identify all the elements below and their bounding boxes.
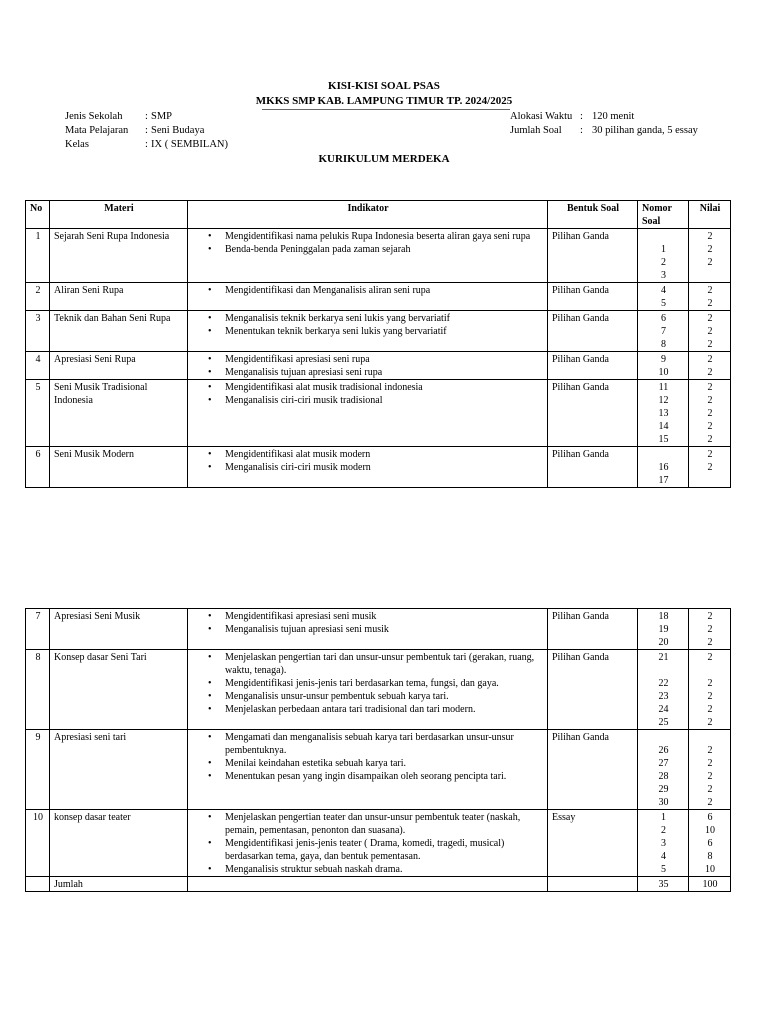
info-value: 120 menit	[592, 111, 635, 122]
nomor-soal-value: 12	[658, 395, 669, 406]
nilai-value: 2	[707, 408, 713, 419]
nilai-value: 2	[707, 434, 713, 445]
row-nilai	[689, 229, 731, 283]
nomor-soal-value: 1	[661, 812, 666, 823]
row-number: 2	[26, 283, 50, 311]
nilai-value: 2	[707, 717, 713, 728]
info-separator: :	[145, 139, 148, 150]
indikator-list	[192, 811, 544, 876]
nomor-soal-value: 30	[658, 797, 669, 808]
row-nilai	[689, 730, 731, 810]
row-bentuk-soal: Pilihan Ganda	[548, 650, 638, 730]
row-nomor-soal	[638, 730, 689, 810]
nilai-value: 2	[707, 339, 713, 350]
nomor-soal-value: 8	[661, 339, 666, 350]
nomor-soal-value: 6	[661, 313, 666, 324]
nomor-soal-value: 3	[661, 838, 666, 849]
indikator-item: • Mengidentifikasi jenis-jenis teater ( Drama, komedi, tragedi, musical) berdasarkan tema, gaya, dan bentuk pementasan.	[225, 837, 544, 863]
table-row	[26, 283, 731, 311]
nomor-soal-value	[642, 731, 685, 744]
row-materi: Teknik dan Bahan Seni Rupa	[50, 311, 188, 352]
header-bentuk-soal: Bentuk Soal	[548, 201, 638, 229]
info-value: IX ( SEMBILAN)	[151, 139, 228, 150]
info-separator: :	[580, 125, 583, 136]
row-nilai	[689, 609, 731, 650]
total-empty-cell	[188, 877, 548, 892]
nilai-value: 2	[707, 758, 713, 769]
row-nomor-soal	[638, 352, 689, 380]
kisi-kisi-table-part-1	[25, 200, 731, 488]
row-bentuk-soal: Essay	[548, 810, 638, 877]
total-row	[26, 877, 731, 892]
indikator-item: • Menjelaskan perbedaan antara tari tradisional dan tari modern.	[225, 703, 544, 716]
nomor-soal-value	[642, 664, 685, 677]
row-indikator	[188, 810, 548, 877]
nilai-value: 10	[705, 864, 715, 875]
title-underline	[262, 109, 510, 110]
row-nilai	[689, 810, 731, 877]
nilai-value: 2	[707, 691, 713, 702]
row-number: 9	[26, 730, 50, 810]
indikator-list	[192, 230, 544, 256]
indikator-item: • Menganalisis struktur sebuah naskah drama.	[225, 863, 544, 876]
header-materi: Materi	[50, 201, 188, 229]
nomor-soal-value: 20	[658, 637, 669, 648]
info-label: Mata Pelajaran	[65, 125, 129, 136]
row-indikator	[188, 311, 548, 352]
header-nilai: Nilai	[689, 201, 731, 229]
row-nilai	[689, 650, 731, 730]
nomor-soal-value: 29	[658, 784, 669, 795]
indikator-list	[192, 731, 544, 783]
row-nilai	[689, 352, 731, 380]
nilai-value: 2	[707, 611, 713, 622]
indikator-item: • Menganalisis tujuan apresiasi seni rupa	[225, 366, 544, 379]
nomor-soal-value: 3	[661, 270, 666, 281]
indikator-item: • Menganalisis tujuan apresiasi seni musik	[225, 623, 544, 636]
row-materi: Apresiasi Seni Rupa	[50, 352, 188, 380]
indikator-item: • Mengidentifikasi nama pelukis Rupa Indonesia beserta aliran gaya seni rupa	[225, 230, 544, 243]
nilai-value: 2	[707, 652, 713, 663]
nilai-value: 2	[707, 678, 713, 689]
table-row	[26, 229, 731, 283]
header-nomor-soal: Nomor Soal	[638, 201, 689, 229]
nilai-value: 2	[707, 421, 713, 432]
indikator-item: • Mengidentifikasi dan Menganalisis aliran seni rupa	[225, 284, 544, 297]
nilai-value: 2	[707, 637, 713, 648]
nilai-value: 2	[707, 797, 713, 808]
indikator-item: • Menjelaskan pengertian teater dan unsur-unsur pembentuk teater (naskah, pemain, pementasan, penonton dan suasana).	[225, 811, 544, 837]
info-label: Jumlah Soal	[510, 125, 562, 136]
nomor-soal-value: 26	[658, 745, 669, 756]
nomor-soal-value: 17	[658, 475, 669, 486]
nomor-soal-value: 27	[658, 758, 669, 769]
exam-info	[510, 110, 698, 138]
nomor-soal-value: 10	[658, 367, 669, 378]
nilai-value: 2	[707, 298, 713, 309]
row-nomor-soal	[638, 447, 689, 488]
info-separator: :	[580, 111, 583, 122]
row-bentuk-soal: Pilihan Ganda	[548, 609, 638, 650]
indikator-item: • Menentukan pesan yang ingin disampaikan oleh seorang pencipta tari.	[225, 770, 544, 783]
indikator-list	[192, 312, 544, 338]
nomor-soal-value: 4	[661, 851, 666, 862]
nilai-value	[693, 731, 727, 744]
nomor-soal-value: 15	[658, 434, 669, 445]
nilai-value: 2	[707, 704, 713, 715]
nilai-value: 2	[707, 285, 713, 296]
row-nomor-soal	[638, 311, 689, 352]
indikator-item: • Mengidentifikasi jenis-jenis tari berdasarkan tema, fungsi, dan gaya.	[225, 677, 544, 690]
document-subtitle: MKKS SMP KAB. LAMPUNG TIMUR TP. 2024/2025	[255, 95, 513, 107]
kisi-kisi-table-part-2	[25, 608, 731, 892]
row-bentuk-soal: Pilihan Ganda	[548, 352, 638, 380]
info-row	[65, 124, 228, 138]
row-materi: Aliran Seni Rupa	[50, 283, 188, 311]
indikator-item: • Menilai keindahan estetika sebuah karya tari.	[225, 757, 544, 770]
indikator-item: • Menentukan teknik berkarya seni lukis yang bervariatif	[225, 325, 544, 338]
total-empty-cell	[548, 877, 638, 892]
row-indikator	[188, 380, 548, 447]
nomor-soal-value: 14	[658, 421, 669, 432]
nomor-soal-value: 19	[658, 624, 669, 635]
nilai-value	[693, 664, 727, 677]
nomor-soal-value: 13	[658, 408, 669, 419]
school-info	[65, 110, 228, 152]
nilai-value: 6	[707, 812, 713, 823]
table-row	[26, 730, 731, 810]
nomor-soal-value: 5	[661, 298, 666, 309]
info-row	[510, 124, 698, 138]
nilai-value: 8	[707, 851, 713, 862]
table-row	[26, 380, 731, 447]
header-no: No	[26, 201, 50, 229]
row-bentuk-soal: Pilihan Ganda	[548, 229, 638, 283]
row-number: 5	[26, 380, 50, 447]
info-value: 30 pilihan ganda, 5 essay	[592, 125, 698, 136]
nomor-soal-value: 11	[658, 382, 669, 393]
nomor-soal-value: 9	[661, 354, 666, 365]
indikator-item: • Menganalisis unsur-unsur pembentuk sebuah karya tari.	[225, 690, 544, 703]
row-materi: konsep dasar teater	[50, 810, 188, 877]
indikator-item: • Mengidentifikasi apresiasi seni musik	[225, 610, 544, 623]
info-label: Kelas	[65, 139, 89, 150]
nilai-value: 2	[707, 745, 713, 756]
indikator-list	[192, 353, 544, 379]
nomor-soal-value: 2	[661, 825, 666, 836]
row-nomor-soal	[638, 229, 689, 283]
nomor-soal-value: 4	[661, 285, 666, 296]
row-nilai	[689, 447, 731, 488]
row-indikator	[188, 283, 548, 311]
row-nomor-soal	[638, 283, 689, 311]
info-row	[65, 138, 228, 152]
indikator-item: • Mengidentifikasi alat musik tradisional indonesia	[225, 381, 544, 394]
row-bentuk-soal: Pilihan Ganda	[548, 380, 638, 447]
nomor-soal-value: 23	[658, 691, 669, 702]
nomor-soal-value: 5	[661, 864, 666, 875]
row-number: 6	[26, 447, 50, 488]
info-label: Jenis Sekolah	[65, 111, 123, 122]
nilai-value: 2	[707, 354, 713, 365]
row-indikator	[188, 352, 548, 380]
row-indikator	[188, 609, 548, 650]
info-value: Seni Budaya	[151, 125, 205, 136]
row-nomor-soal	[638, 650, 689, 730]
row-bentuk-soal: Pilihan Ganda	[548, 730, 638, 810]
indikator-item: • Mengamati dan menganalisis sebuah karya tari berdasarkan unsur-unsur pembentuknya.	[225, 731, 544, 757]
nilai-value: 2	[707, 244, 713, 255]
nomor-soal-value: 28	[658, 771, 669, 782]
row-number: 1	[26, 229, 50, 283]
nomor-soal-value	[642, 448, 685, 461]
nomor-soal-value: 21	[658, 652, 669, 663]
total-nilai: 100	[689, 877, 731, 892]
header-indikator: Indikator	[188, 201, 548, 229]
row-nilai	[689, 380, 731, 447]
row-materi: Seni Musik Tradisional Indonesia	[50, 380, 188, 447]
nomor-soal-value: 1	[661, 244, 666, 255]
table-row	[26, 352, 731, 380]
row-materi: Konsep dasar Seni Tari	[50, 650, 188, 730]
indikator-item: • Benda-benda Peninggalan pada zaman sejarah	[225, 243, 544, 256]
info-label: Alokasi Waktu	[510, 111, 573, 122]
row-materi: Sejarah Seni Rupa Indonesia	[50, 229, 188, 283]
total-empty-cell	[26, 877, 50, 892]
indikator-list	[192, 381, 544, 407]
row-number: 7	[26, 609, 50, 650]
indikator-item: • Menganalisis ciri-ciri musik modern	[225, 461, 544, 474]
indikator-item: • Menganalisis teknik berkarya seni lukis yang bervariatif	[225, 312, 544, 325]
nomor-soal-value: 7	[661, 326, 666, 337]
row-nomor-soal	[638, 380, 689, 447]
indikator-item: • Mengidentifikasi alat musik modern	[225, 448, 544, 461]
row-number: 10	[26, 810, 50, 877]
nilai-value: 6	[707, 838, 713, 849]
row-bentuk-soal: Pilihan Ganda	[548, 311, 638, 352]
table-row	[26, 810, 731, 877]
row-indikator	[188, 730, 548, 810]
info-value: SMP	[151, 111, 173, 122]
info-row	[65, 110, 228, 124]
table-row	[26, 650, 731, 730]
row-nomor-soal	[638, 810, 689, 877]
indikator-item: • Mengidentifikasi apresiasi seni rupa	[225, 353, 544, 366]
nomor-soal-value: 22	[658, 678, 669, 689]
table-row	[26, 447, 731, 488]
nilai-value: 2	[707, 382, 713, 393]
indikator-list	[192, 448, 544, 474]
nilai-value: 2	[707, 231, 713, 242]
row-nomor-soal	[638, 609, 689, 650]
row-indikator	[188, 229, 548, 283]
nilai-value: 2	[707, 326, 713, 337]
row-nilai	[689, 311, 731, 352]
row-number: 8	[26, 650, 50, 730]
nomor-soal-value: 25	[658, 717, 669, 728]
nilai-value: 2	[707, 784, 713, 795]
nilai-value: 2	[707, 257, 713, 268]
info-row	[510, 110, 698, 124]
total-label: Jumlah	[50, 877, 188, 892]
row-number: 4	[26, 352, 50, 380]
row-indikator	[188, 447, 548, 488]
row-materi: Apresiasi Seni Musik	[50, 609, 188, 650]
info-separator: :	[145, 125, 148, 136]
document-title: KISI-KISI SOAL PSAS	[328, 80, 440, 92]
nilai-value: 2	[707, 313, 713, 324]
indikator-item: • Menjelaskan pengertian tari dan unsur-unsur pembentuk tari (gerakan, ruang, waktu, tenaga).	[225, 651, 544, 677]
nilai-value: 2	[707, 624, 713, 635]
nomor-soal-value: 18	[658, 611, 669, 622]
table-row	[26, 609, 731, 650]
indikator-list	[192, 284, 544, 297]
info-separator: :	[145, 111, 148, 122]
row-bentuk-soal: Pilihan Ganda	[548, 283, 638, 311]
row-number: 3	[26, 311, 50, 352]
row-materi: Apresiasi seni tari	[50, 730, 188, 810]
row-bentuk-soal: Pilihan Ganda	[548, 447, 638, 488]
nilai-value: 2	[707, 449, 713, 460]
indikator-list	[192, 610, 544, 636]
nilai-value: 2	[707, 771, 713, 782]
nilai-value: 2	[707, 395, 713, 406]
nomor-soal-value	[642, 230, 685, 243]
nomor-soal-value: 16	[658, 462, 669, 473]
nilai-value: 2	[707, 367, 713, 378]
nomor-soal-value: 2	[661, 257, 666, 268]
row-indikator	[188, 650, 548, 730]
indikator-item: • Menganalisis ciri-ciri musik tradisional	[225, 394, 544, 407]
row-nilai	[689, 283, 731, 311]
row-materi: Seni Musik Modern	[50, 447, 188, 488]
curriculum-heading: KURIKULUM MERDEKA	[318, 153, 450, 165]
total-nomor: 35	[638, 877, 689, 892]
nilai-value: 2	[707, 462, 713, 473]
nilai-value: 10	[705, 825, 715, 836]
nomor-soal-value: 24	[658, 704, 669, 715]
table-row	[26, 311, 731, 352]
indikator-list	[192, 651, 544, 716]
